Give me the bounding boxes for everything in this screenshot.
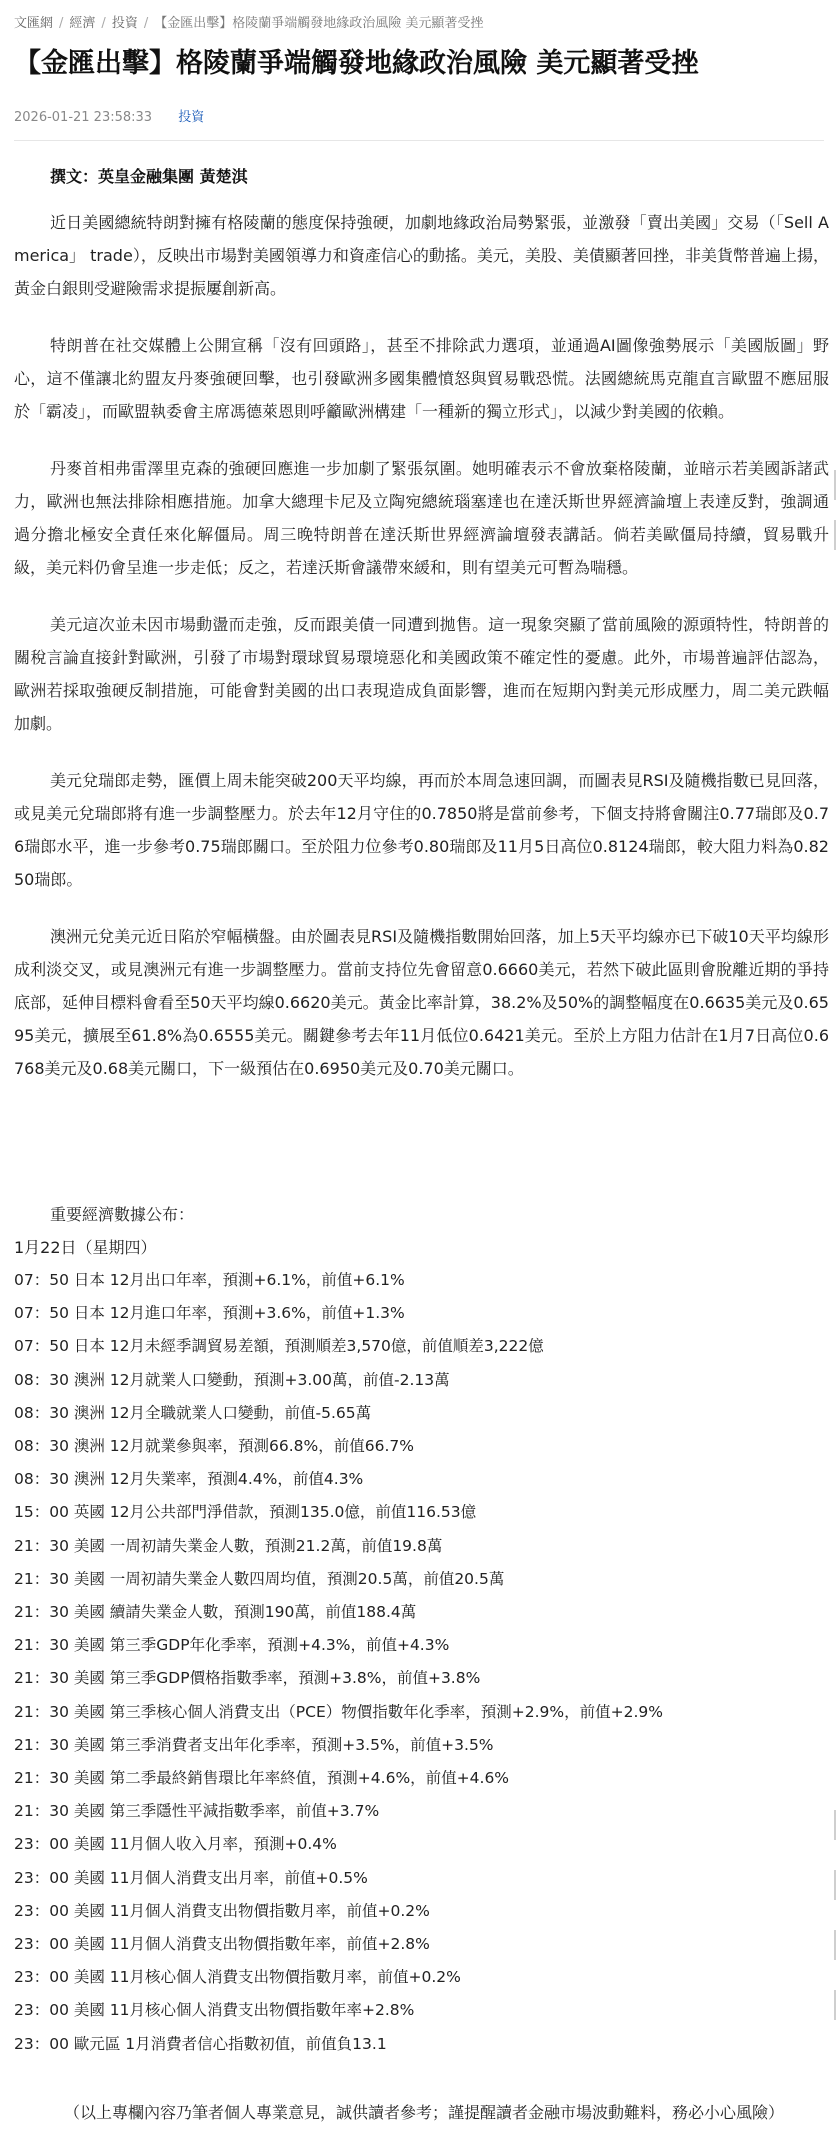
breadcrumb-current: 【金匯出擊】格陵蘭爭端觸發地緣政治風險 美元顯著受挫 [154,16,484,31]
calendar-date: 1月22日（星期四） [14,1238,157,1257]
calendar-item: 08：30 澳洲 12月就業參與率，預測66.8%，前值66.7% [14,1437,415,1456]
economic-calendar [14,1198,829,2061]
calendar-item: 21：30 美國 一周初請失業金人數四周均值，預測20.5萬，前值20.5萬 [14,1569,505,1588]
scroll-marker [834,470,836,500]
calendar-item: 23：00 美國 11月核心個人消費支出物價指數年率+2.8% [14,2001,415,2020]
paragraph: 特朗普在社交媒體上公開宣稱「沒有回頭路」，甚至不排除武力選項，並通過AI圖像強勢展示「美國版圖」野心，這不僅讓北約盟友丹麥強硬回擊，也引發歐洲多國集體憤怒與貿易戰恐慌。法國總統馬克龍直言歐盟不應屈服於「霸凌」，而歐盟執委會主席馮德萊恩則呼籲歐洲構建「一種新的獨立形式」，以減少對美國的依賴。 [14,336,829,421]
publish-datetime: 2026-01-21 23:58:33 [14,110,153,125]
calendar-item: 08：30 澳洲 12月全職就業人口變動，前值-5.65萬 [14,1403,372,1422]
scroll-marker [834,1930,836,1960]
article-body [14,206,829,1109]
calendar-item: 23：00 美國 11月核心個人消費支出物價指數月率，前值+0.2% [14,1968,461,1987]
breadcrumb-separator: / [101,16,106,31]
calendar-item: 23：00 美國 11月個人消費支出月率，前值+0.5% [14,1868,368,1887]
paragraph: 近日美國總統特朗對擁有格陵蘭的態度保持強硬，加劇地緣政治局勢緊張，並激發「賣出美國」交易（「Sell America」 trade），反映出市場對美國領導力和資產信心的動搖。美元，美股、美債顯著回挫，非美貨幣普遍上揚，黃金白銀則受避險需求提振屢創新高。 [14,213,829,298]
breadcrumb-home[interactable]: 文匯網 [14,16,54,31]
calendar-item: 21：30 美國 第三季消費者支出年化季率，預測+3.5%，前值+3.5% [14,1735,494,1754]
calendar-item: 21：30 美國 第三季核心個人消費支出（PCE）物價指數年化季率，預測+2.9%，前值+2.9% [14,1702,663,1721]
calendar-item: 07：50 日本 12月未經季調貿易差額，預測順差3,570億，前值順差3,222億 [14,1337,544,1356]
calendar-item: 21：30 美國 第三季GDP價格指數季率，預測+3.8%，前值+3.8% [14,1669,481,1688]
calendar-item: 23：00 美國 11月個人消費支出物價指數年率，前值+2.8% [14,1935,430,1954]
scroll-marker [834,1870,836,1900]
calendar-list [14,1264,829,2061]
scroll-marker [834,1810,836,1840]
calendar-item: 21：30 美國 第三季GDP年化季率，預測+4.3%，前值+4.3% [14,1636,450,1655]
calendar-item: 07：50 日本 12月出口年率，預測+6.1%，前值+6.1% [14,1271,405,1289]
article-meta [14,108,204,128]
breadcrumb [14,14,483,34]
calendar-heading: 重要經濟數據公布： [50,1205,195,1224]
breadcrumb-investment[interactable]: 投資 [111,16,138,31]
calendar-item: 21：30 美國 第三季隱性平減指數季率，前值+3.7% [14,1802,380,1821]
paragraph: 美元這次並未因市場動盪而走強，反而跟美債一同遭到拋售。這一現象突顯了當前風險的源頭特性，特朗普的關稅言論直接針對歐洲，引發了市場對環球貿易環境惡化和美國政策不確定性的憂慮。此外，市場普遍評估認為，歐洲若採取強硬反制措施，可能會對美國的出口表現造成負面影響，進而在短期內對美元形成壓力，周二美元跌幅加劇。 [14,615,829,733]
divider [14,140,824,141]
calendar-item: 15：00 英國 12月公共部門淨借款，預測135.0億，前值116.53億 [14,1503,477,1522]
calendar-item: 23：00 歐元區 1月消費者信心指數初值，前值負13.1 [14,2034,387,2053]
scroll-markers [830,0,838,2156]
author-byline: 撰文：英皇金融集團 黃楚淇 [50,167,248,186]
breadcrumb-separator: / [143,16,149,31]
category-link[interactable]: 投資 [178,110,205,125]
calendar-item: 21：30 美國 一周初請失業金人數，預測21.2萬，前值19.8萬 [14,1536,443,1555]
scroll-marker [834,520,836,550]
disclaimer: （以上專欄內容乃筆者個人專業意見，誠供讀者參考；謹提醒讀者金融市場波動難料，務必小心風險） [64,2103,785,2122]
paragraph: 丹麥首相弗雷澤里克森的強硬回應進一步加劇了緊張氛圍。她明確表示不會放棄格陵蘭，並暗示若美國訴諸武力，歐洲也無法排除相應措施。加拿大總理卡尼及立陶宛總統瑙塞達也在達沃斯世界經濟論壇上表達反對，強調通過分擔北極安全責任來化解僵局。周三晚特朗普在達沃斯世界經濟論壇發表講話。倘若美歐僵局持續，貿易戰升級，美元料仍會呈進一步走低；反之，若達沃斯會議帶來緩和，則有望美元可暫為喘穩。 [14,459,829,577]
calendar-item: 23：00 美國 11月個人消費支出物價指數月率，前值+0.2% [14,1901,430,1920]
calendar-item: 23：00 美國 11月個人收入月率，預測+0.4% [14,1835,337,1854]
page-title: 【金匯出擊】格陵蘭爭端觸發地緣政治風險 美元顯著受挫 [14,48,699,79]
calendar-item: 07：50 日本 12月進口年率，預測+3.6%，前值+1.3% [14,1304,405,1323]
calendar-item: 21：30 美國 第二季最終銷售環比年率終值，預測+4.6%，前值+4.6% [14,1769,510,1788]
breadcrumb-economy[interactable]: 經濟 [69,16,96,31]
calendar-item: 08：30 澳洲 12月失業率，預測4.4%，前值4.3% [14,1470,364,1489]
scroll-marker [834,1990,836,2020]
calendar-item: 21：30 美國 續請失業金人數，預測190萬，前值188.4萬 [14,1603,417,1622]
calendar-item: 08：30 澳洲 12月就業人口變動，預測+3.00萬，前值-2.13萬 [14,1370,450,1389]
paragraph: 澳洲元兌美元近日陷於窄幅橫盤。由於圖表見RSI及隨機指數開始回落，加上5天平均線亦已下破10天平均線形成利淡交叉，或見澳洲元有進一步調整壓力。當前支持位先會留意0.6660美元，若然下破此區則會脫離近期的爭持底部，延伸目標料會看至50天平均線0.6620美元。黃金比率計算，38.2%及50%的調整幅度在0.6635美元及0.6595美元，擴展至61.8%為0.6555美元。關鍵參考去年11月低位0.6421美元。至於上方阻力估計在1月7日高位0.6768美元及0.68美元關口，下一級預估在0.6950美元及0.70美元關口。 [14,927,829,1078]
paragraph: 美元兌瑞郎走勢，匯價上周未能突破200天平均線，再而於本周急速回調，而圖表見RSI及隨機指數已見回落，或見美元兌瑞郎將有進一步調整壓力。於去年12月守住的0.7850將是當前參考，下個支持將會關注0.77瑞郎及0.76瑞郎水平，進一步參考0.75瑞郎關口。至於阻力位參考0.80瑞郎及11月5日高位0.8124瑞郎，較大阻力料為0.8250瑞郎。 [14,771,829,889]
breadcrumb-separator: / [59,16,64,31]
